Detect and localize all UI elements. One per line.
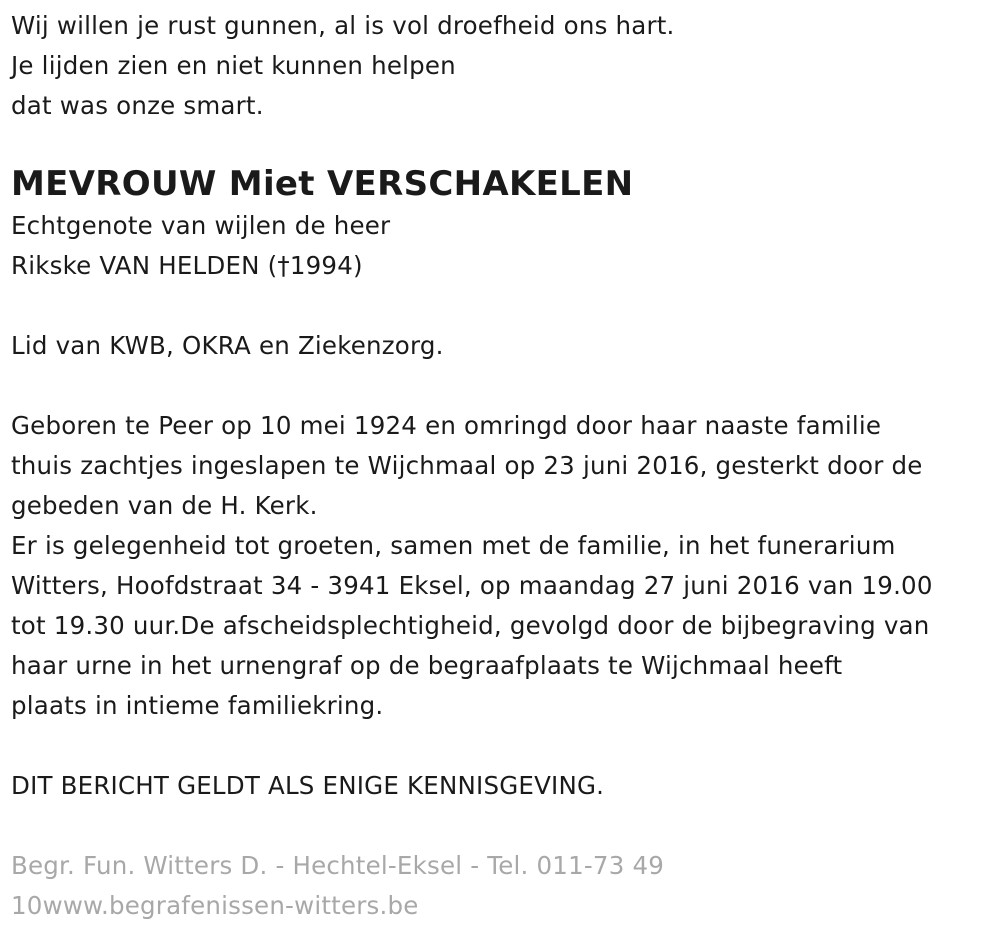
poem-line: dat was onze smart.	[11, 91, 264, 120]
obituary-notice	[11, 6, 991, 926]
spacer	[11, 726, 991, 766]
poem	[11, 6, 991, 126]
footer-line: 10www.begrafenissen-witters.be	[11, 891, 419, 920]
spouse-name: Rikske VAN HELDEN (	[11, 251, 278, 280]
body-line: Er is gelegenheid tot groeten, samen met de familie, in het funerarium	[11, 531, 896, 560]
body-line: gebeden van de H. Kerk.	[11, 491, 318, 520]
body-line: haar urne in het urnengraf op de begraafplaats te Wijchmaal heeft	[11, 651, 843, 680]
body-text	[11, 406, 991, 726]
body-line: Geboren te Peer op 10 mei 1924 en omringd door haar naaste familie	[11, 411, 882, 440]
spacer	[11, 286, 991, 326]
body-line: Witters, Hoofdstraat 34 - 3941 Eksel, op maandag 27 juni 2016 van 19.00	[11, 571, 933, 600]
spouse-death-year: 1994)	[289, 251, 363, 280]
spouse-line: Echtgenote van wijlen de heer	[11, 211, 391, 240]
footer-line: Begr. Fun. Witters D. - Hechtel-Eksel - Tel. 011-73 49	[11, 851, 665, 880]
body-line: tot 19.30 uur.De afscheidsplechtigheid, gevolgd door de bijbegraving van	[11, 611, 930, 640]
spacer	[11, 366, 991, 406]
poem-line: Je lijden zien en niet kunnen helpen	[11, 51, 456, 80]
spacer	[11, 806, 991, 846]
membership-text: Lid van KWB, OKRA en Ziekenzorg.	[11, 331, 444, 360]
body-line: plaats in intieme familiekring.	[11, 691, 384, 720]
deceased-name: MEVROUW Miet VERSCHAKELEN	[11, 164, 634, 204]
funeral-home-footer	[11, 846, 991, 926]
poem-line: Wij willen je rust gunnen, al is vol droefheid ons hart.	[11, 11, 675, 40]
spouse-line	[11, 246, 991, 286]
spouse-info	[11, 206, 991, 286]
notice-text: DIT BERICHT GELDT ALS ENIGE KENNISGEVING.	[11, 771, 605, 800]
cross-icon: †	[277, 251, 290, 280]
body-line: thuis zachtjes ingeslapen te Wijchmaal op 23 juni 2016, gesterkt door de	[11, 451, 923, 480]
